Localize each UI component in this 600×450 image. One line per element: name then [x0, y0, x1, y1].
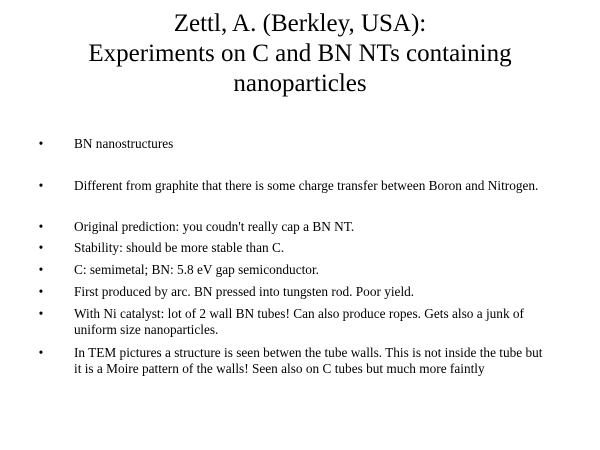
bullet-marker: • — [38, 345, 44, 360]
bullet-text: Original prediction: you coudn't really cap a BN NT. — [74, 219, 355, 234]
bullet-marker: • — [38, 136, 44, 151]
bullet-text: C: semimetal; BN: 5.8 eV gap semiconductor. — [74, 262, 319, 277]
bullet-marker: • — [38, 219, 44, 234]
title-line-1: Zettl, A. (Berkley, USA): — [173, 10, 427, 37]
bullet-text: Different from graphite that there is some charge transfer between Boron and Nitrogen. — [74, 178, 539, 193]
title-line-3: nanoparticles — [233, 70, 367, 97]
bullet-marker: • — [38, 240, 44, 255]
title-line-2: Experiments on C and BN NTs containing — [88, 40, 512, 67]
bullet-marker: • — [38, 262, 44, 277]
bullet-text: With Ni catalyst: lot of 2 wall BN tubes! Can also produce ropes. Gets also a junk of uniform size nanoparticles. — [74, 306, 524, 337]
bullet-text: Stability: should be more stable than C. — [74, 240, 285, 255]
bullet-text: In TEM pictures a structure is seen betwen the tube walls. This is not inside the tube but it is a Moire pattern of the walls! Seen also on C tubes but much more faintly — [74, 345, 543, 376]
slide-title — [40, 9, 560, 99]
bullet-text: BN nanostructures — [74, 136, 174, 151]
bullet-text: First produced by arc. BN pressed into tungsten rod. Poor yield. — [74, 284, 415, 299]
bullet-marker: • — [38, 178, 44, 193]
bullet-marker: • — [38, 306, 44, 321]
bullet-marker: • — [38, 284, 44, 299]
